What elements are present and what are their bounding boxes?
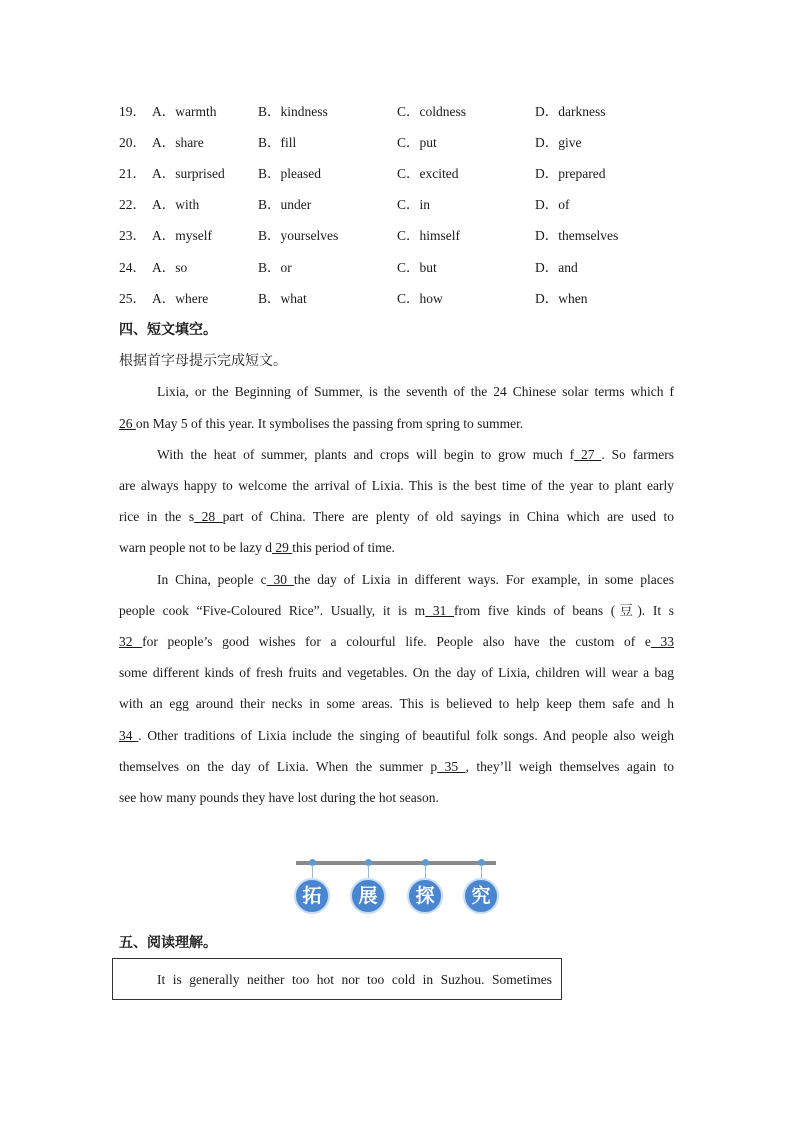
option-b: B．or [258, 260, 292, 275]
option-a: A．warmth [152, 104, 217, 119]
section-4-heading: 四、短文填空。 [119, 322, 217, 338]
question-number: 19． [119, 104, 146, 119]
option-c: C．coldness [397, 104, 466, 119]
option-a: A．so [152, 260, 188, 275]
passage-line: see how many pounds they have lost during the hot season. [119, 790, 439, 805]
option-c: C．excited [397, 166, 459, 181]
banner-stem [312, 865, 313, 879]
option-c: C．but [397, 260, 437, 275]
passage-line: Lixia, or the Beginning of Summer, is the seventh of the 24 Chinese solar terms which f [157, 384, 674, 399]
banner-char: 究 [463, 878, 499, 914]
option-b: B．what [258, 291, 307, 306]
banner-char: 展 [350, 878, 386, 914]
passage-line: people cook “Five-Coloured Rice”. Usually, it is m 31 from five kinds of beans (豆). It s [119, 603, 674, 618]
question-21-options [119, 164, 679, 184]
banner-stem [368, 865, 369, 879]
option-d: D．of [535, 197, 570, 212]
reading-passage-text: It is generally neither too hot nor too cold in Suzhou. Sometimes [157, 972, 552, 987]
option-a: A．with [152, 197, 200, 212]
blank-32: 32 [119, 634, 143, 649]
banner-char: 拓 [294, 878, 330, 914]
option-a: A．where [152, 291, 209, 306]
question-24-options [119, 258, 679, 278]
option-c: C．himself [397, 228, 460, 243]
option-d: D．themselves [535, 228, 619, 243]
option-b: B．fill [258, 135, 297, 150]
option-d: D．and [535, 260, 578, 275]
option-b: B．under [258, 197, 312, 212]
blank-30: 30 [266, 572, 294, 587]
passage-line: In China, people c 30 the day of Lixia in different ways. For example, in some places [157, 572, 674, 587]
question-25-options [119, 289, 679, 309]
section-5-heading: 五、阅读理解。 [119, 935, 217, 951]
blank-27: 27 [574, 447, 602, 462]
passage-line: themselves on the day of Lixia. When the summer p 35 , they’ll weigh themselves again to [119, 759, 675, 774]
passage-line: rice in the s 28 part of China. There are plenty of old sayings in China which are used to [119, 509, 674, 524]
option-b: B．yourselves [258, 228, 339, 243]
blank-29: 29 [271, 540, 293, 555]
passage-line: some different kinds of fresh fruits and vegetables. On the day of Lixia, children will wear a bag [119, 665, 674, 680]
blank-34: 34 [119, 728, 139, 743]
passage-line: are always happy to welcome the arrival of Lixia. This is the best time of the year to plant early [119, 478, 674, 493]
question-number: 20． [119, 135, 146, 150]
option-b: B．kindness [258, 104, 328, 119]
passage-line: With the heat of summer, plants and crops will begin to grow much f 27 . So farmers [157, 447, 675, 462]
banner-bar [296, 861, 496, 865]
option-a: A．surprised [152, 166, 225, 181]
option-d: D．when [535, 291, 588, 306]
option-a: A．share [152, 135, 204, 150]
banner-char: 探 [407, 878, 443, 914]
option-c: C．in [397, 197, 431, 212]
question-23-options [119, 226, 679, 246]
option-d: D．prepared [535, 166, 606, 181]
question-number: 21． [119, 166, 146, 181]
question-number: 23． [119, 228, 146, 243]
blank-26: 26 [119, 416, 136, 431]
passage-line: with an egg around their necks in some areas. This is believed to help keep them safe and h [119, 696, 674, 711]
blank-31: 31 [425, 603, 454, 618]
passage-line: 32 for people’s good wishes for a colourful life. People also have the custom of e 33 [119, 634, 674, 649]
banner-stem [481, 865, 482, 879]
question-20-options [119, 133, 679, 153]
option-a: A．myself [152, 228, 212, 243]
passage-line: 26 on May 5 of this year. It symbolises the passing from spring to summer. [119, 416, 524, 431]
expand-explore-banner [294, 856, 504, 918]
question-number: 22． [119, 197, 146, 212]
option-b: B．pleased [258, 166, 321, 181]
option-d: D．give [535, 135, 582, 150]
passage-line: 34 . Other traditions of Lixia include the singing of beautiful folk songs. And people also weigh [119, 728, 674, 743]
option-d: D．darkness [535, 104, 606, 119]
reading-passage-box [112, 958, 562, 1000]
question-19-options [119, 102, 679, 122]
option-c: C．how [397, 291, 443, 306]
section-4-instruction: 根据首字母提示完成短文。 [119, 353, 287, 369]
blank-35: 35 [437, 759, 466, 774]
blank-28: 28 [194, 509, 223, 524]
question-number: 24． [119, 260, 146, 275]
question-22-options [119, 195, 679, 215]
question-number: 25． [119, 291, 146, 306]
option-c: C．put [397, 135, 437, 150]
passage-line: warn people not to be lazy d 29 this period of time. [119, 540, 395, 555]
blank-33: 33 [650, 634, 674, 649]
banner-stem [425, 865, 426, 879]
